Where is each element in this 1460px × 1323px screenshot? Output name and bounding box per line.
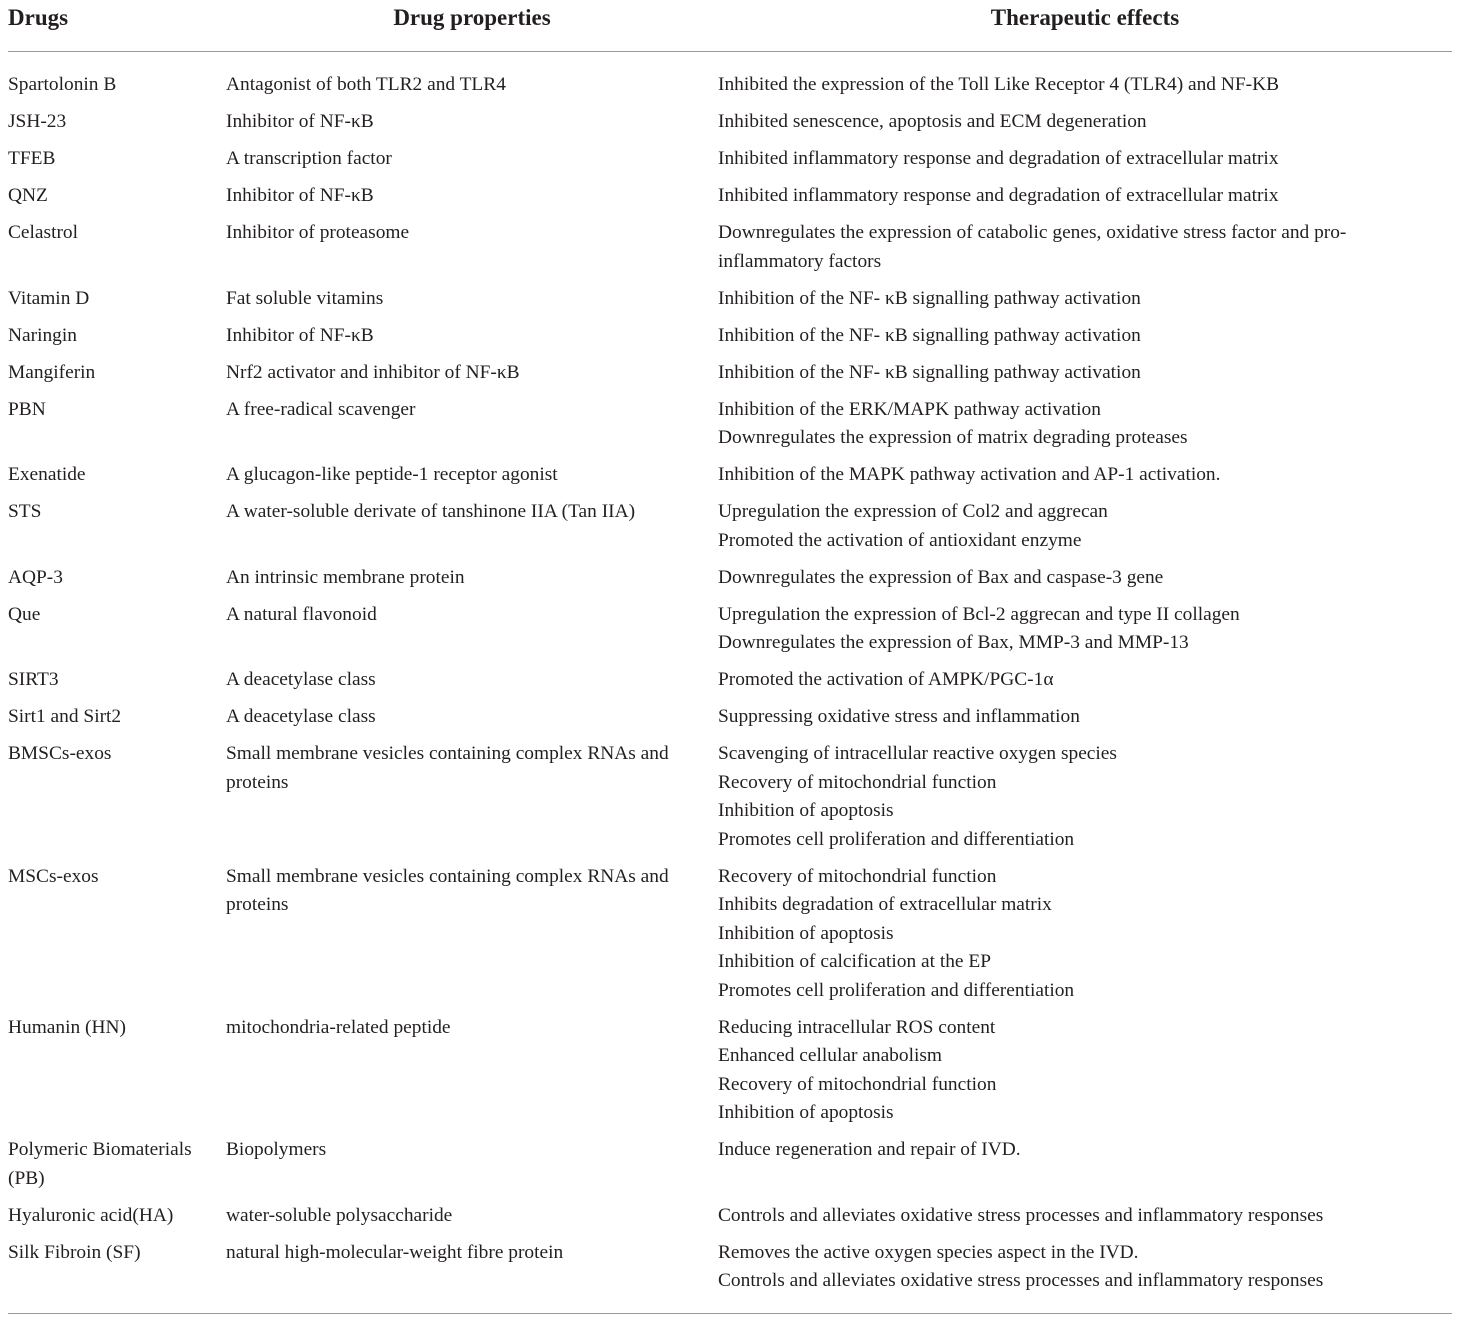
effect-line: Inhibited inflammatory response and degradation of extracellular matrix bbox=[718, 148, 1279, 169]
table-row bbox=[8, 1239, 1452, 1296]
therapeutic-effects-cell bbox=[718, 145, 1452, 174]
effect-line: Inhibited the expression of the Toll Like Receptor 4 (TLR4) and NF-KB bbox=[718, 74, 1280, 95]
drug-name-cell: Mangiferin bbox=[8, 361, 96, 383]
drug-table bbox=[8, 0, 1452, 1304]
drug-property-cell: Small membrane vesicles containing complex RNAs and proteins bbox=[226, 865, 669, 915]
drug-name-cell: JSH-23 bbox=[8, 111, 67, 132]
effect-line: Inhibition of calcification at the EP bbox=[718, 951, 992, 972]
table-row bbox=[8, 396, 1452, 453]
therapeutic-effects-cell bbox=[718, 1136, 1452, 1193]
effect-line: Recovery of mitochondrial function bbox=[718, 771, 997, 793]
therapeutic-effects-cell bbox=[718, 182, 1452, 211]
drug-property-cell: A deacetylase class bbox=[226, 706, 376, 727]
drug-property-cell: natural high-molecular-weight fibre protein bbox=[226, 1241, 564, 1263]
drug-name-cell: MSCs-exos bbox=[8, 865, 99, 887]
effect-line: Downregulates the expression of matrix degrading proteases bbox=[718, 427, 1188, 448]
therapeutic-effects-cell bbox=[718, 285, 1452, 314]
drug-property-cell: A free-radical scavenger bbox=[226, 398, 416, 420]
table-row bbox=[8, 601, 1452, 658]
drug-name-cell: Polymeric Biomaterials (PB) bbox=[8, 1139, 192, 1189]
drug-name-cell: PBN bbox=[8, 398, 46, 420]
therapeutic-effects-cell bbox=[718, 1239, 1452, 1296]
therapeutic-effects-cell bbox=[718, 396, 1452, 453]
drug-name-cell: TFEB bbox=[8, 148, 56, 169]
effect-line: Inhibits degradation of extracellular matrix bbox=[718, 894, 1052, 915]
table-row bbox=[8, 1202, 1452, 1231]
table-row bbox=[8, 703, 1452, 732]
effect-line: Downregulates the expression of catabolic genes, oxidative stress factor and pro-inflammatory factors bbox=[718, 222, 1347, 272]
effect-line: Inhibition of the NF- κB signalling pathway activation bbox=[718, 324, 1141, 346]
table-row bbox=[8, 740, 1452, 854]
therapeutic-effects-cell bbox=[718, 601, 1452, 658]
drug-name-cell: SIRT3 bbox=[8, 669, 59, 690]
drug-name-cell: Sirt1 and Sirt2 bbox=[8, 706, 122, 727]
drug-property-cell: Inhibitor of NF-κB bbox=[226, 111, 374, 132]
drug-name-cell: AQP-3 bbox=[8, 566, 63, 588]
table-row bbox=[8, 1014, 1452, 1128]
effect-line: Downregulates the expression of Bax and caspase-3 gene bbox=[718, 566, 1164, 588]
effect-line: Promoted the activation of AMPK/PGC-1α bbox=[718, 669, 1054, 690]
therapeutic-effects-cell bbox=[718, 71, 1452, 100]
effect-line: Upregulation the expression of Col2 and aggrecan bbox=[718, 501, 1108, 522]
table-row bbox=[8, 71, 1452, 100]
effect-line: Induce regeneration and repair of IVD. bbox=[718, 1139, 1021, 1160]
therapeutic-effects-cell bbox=[718, 322, 1452, 351]
drug-name-cell: Silk Fibroin (SF) bbox=[8, 1241, 141, 1263]
effect-line: Promotes cell proliferation and differentiation bbox=[718, 828, 1075, 850]
effect-line: Inhibition of apoptosis bbox=[718, 800, 894, 821]
table-body bbox=[8, 52, 1452, 1296]
table-bottom-rule bbox=[8, 1313, 1452, 1314]
table-row bbox=[8, 322, 1452, 351]
drug-property-cell: Antagonist of both TLR2 and TLR4 bbox=[226, 74, 506, 95]
drug-name-cell: QNZ bbox=[8, 185, 48, 206]
header-drugs: Drugs bbox=[8, 5, 69, 30]
drug-name-cell: Humanin (HN) bbox=[8, 1016, 126, 1038]
drug-property-cell: Nrf2 activator and inhibitor of NF-κB bbox=[226, 361, 520, 383]
therapeutic-effects-cell bbox=[718, 498, 1452, 555]
table-row bbox=[8, 863, 1452, 1006]
table-row bbox=[8, 108, 1452, 137]
drug-property-cell: Inhibitor of NF-κB bbox=[226, 185, 374, 206]
drug-property-cell: mitochondria-related peptide bbox=[226, 1016, 451, 1038]
drug-property-cell: Biopolymers bbox=[226, 1139, 327, 1160]
effect-line: Promotes cell proliferation and differentiation bbox=[718, 979, 1075, 1001]
therapeutic-effects-cell bbox=[718, 219, 1452, 276]
drug-property-cell: Inhibitor of NF-κB bbox=[226, 324, 374, 346]
table-row bbox=[8, 564, 1452, 593]
effect-line: Controls and alleviates oxidative stress processes and inflammatory responses bbox=[718, 1204, 1324, 1226]
therapeutic-effects-cell bbox=[718, 863, 1452, 1006]
therapeutic-effects-cell bbox=[718, 740, 1452, 854]
effect-line: Recovery of mitochondrial function bbox=[718, 1073, 997, 1095]
drug-property-cell: A water-soluble derivate of tanshinone IIA (Tan IIA) bbox=[226, 501, 636, 522]
therapeutic-effects-cell bbox=[718, 564, 1452, 593]
table-row bbox=[8, 359, 1452, 388]
drug-property-cell: Inhibitor of proteasome bbox=[226, 222, 410, 243]
table-header bbox=[8, 0, 1452, 52]
table-row bbox=[8, 182, 1452, 211]
drug-name-cell: Spartolonin B bbox=[8, 74, 117, 95]
therapeutic-effects-cell bbox=[718, 108, 1452, 137]
table-row bbox=[8, 1136, 1452, 1193]
therapeutic-effects-cell bbox=[718, 666, 1452, 695]
effect-line: Downregulates the expression of Bax, MMP-3 and MMP-13 bbox=[718, 632, 1189, 653]
effect-line: Enhanced cellular anabolism bbox=[718, 1045, 942, 1066]
drug-property-cell: A transcription factor bbox=[226, 148, 392, 169]
drug-name-cell: Naringin bbox=[8, 324, 77, 346]
header-drug-properties: Drug properties bbox=[393, 5, 551, 30]
drug-name-cell: Que bbox=[8, 603, 41, 625]
drug-name-cell: Celastrol bbox=[8, 222, 79, 243]
effect-line: Inhibition of apoptosis bbox=[718, 1102, 894, 1123]
table-row bbox=[8, 285, 1452, 314]
table-row bbox=[8, 461, 1452, 490]
effect-line: Inhibition of the MAPK pathway activation and AP-1 activation. bbox=[718, 464, 1221, 485]
drug-name-cell: STS bbox=[8, 501, 42, 522]
effect-line: Controls and alleviates oxidative stress processes and inflammatory responses bbox=[718, 1270, 1324, 1291]
table-row bbox=[8, 666, 1452, 695]
therapeutic-effects-cell bbox=[718, 1014, 1452, 1128]
drug-property-cell: A deacetylase class bbox=[226, 669, 376, 690]
effect-line: Inhibition of the NF- κB signalling pathway activation bbox=[718, 361, 1141, 383]
table-row bbox=[8, 498, 1452, 555]
drug-property-cell: A natural flavonoid bbox=[226, 603, 377, 625]
effect-line: Recovery of mitochondrial function bbox=[718, 865, 997, 887]
table-row bbox=[8, 219, 1452, 276]
drug-property-cell: Fat soluble vitamins bbox=[226, 287, 384, 309]
therapeutic-effects-cell bbox=[718, 359, 1452, 388]
therapeutic-effects-cell bbox=[718, 1202, 1452, 1231]
effect-line: Reducing intracellular ROS content bbox=[718, 1016, 996, 1038]
effect-line: Removes the active oxygen species aspect in the IVD. bbox=[718, 1241, 1139, 1263]
effect-line: Inhibited inflammatory response and degradation of extracellular matrix bbox=[718, 185, 1279, 206]
effect-line: Suppressing oxidative stress and inflammation bbox=[718, 706, 1080, 727]
effect-line: Inhibition of the ERK/MAPK pathway activation bbox=[718, 398, 1101, 420]
drug-property-cell: A glucagon-like peptide-1 receptor agonist bbox=[226, 464, 558, 485]
effect-line: Scavenging of intracellular reactive oxygen species bbox=[718, 743, 1117, 764]
drug-name-cell: Vitamin D bbox=[8, 287, 90, 309]
drug-name-cell: BMSCs-exos bbox=[8, 743, 112, 764]
therapeutic-effects-cell bbox=[718, 703, 1452, 732]
effect-line: Inhibited senescence, apoptosis and ECM degeneration bbox=[718, 111, 1147, 132]
effect-line: Promoted the activation of antioxidant enzyme bbox=[718, 529, 1082, 551]
drug-name-cell: Hyaluronic acid(HA) bbox=[8, 1204, 174, 1226]
effect-line: Inhibition of the NF- κB signalling pathway activation bbox=[718, 287, 1141, 309]
header-therapeutic-effects: Therapeutic effects bbox=[990, 5, 1180, 30]
drug-name-cell: Exenatide bbox=[8, 464, 86, 485]
drug-property-cell: water-soluble polysaccharide bbox=[226, 1204, 453, 1226]
table-row bbox=[8, 145, 1452, 174]
effect-line: Upregulation the expression of Bcl-2 aggrecan and type II collagen bbox=[718, 603, 1240, 625]
effect-line: Inhibition of apoptosis bbox=[718, 922, 894, 944]
drug-property-cell: An intrinsic membrane protein bbox=[226, 566, 465, 588]
therapeutic-effects-cell bbox=[718, 461, 1452, 490]
drug-property-cell: Small membrane vesicles containing complex RNAs and proteins bbox=[226, 743, 669, 793]
